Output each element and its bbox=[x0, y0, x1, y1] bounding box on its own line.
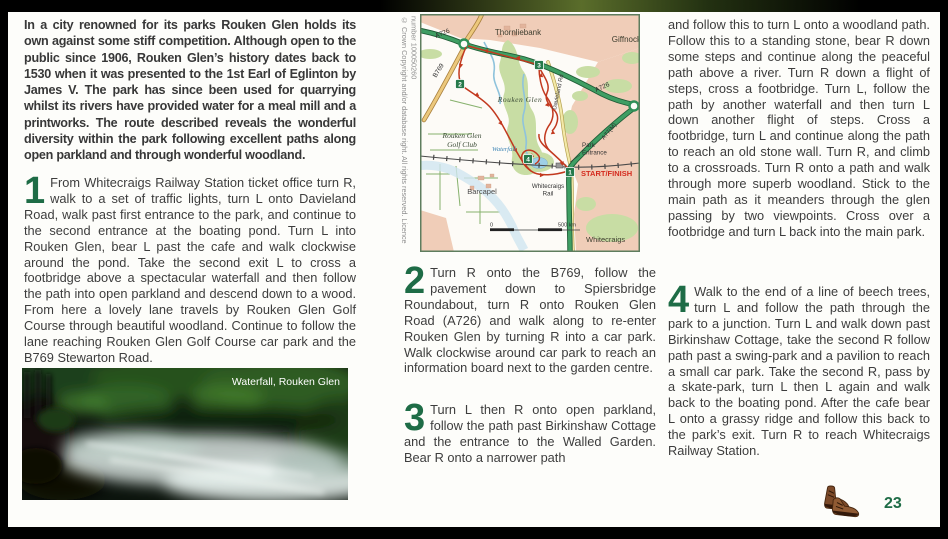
step-3-text: Turn L then R onto open parkland, follow the path past Birkinshaw Cottage and the entrance to the Walled Garden. Bear R onto a narrower path bbox=[404, 402, 656, 465]
svg-text:3: 3 bbox=[537, 62, 541, 70]
map-label-whitecraigs-rail-2: Rail bbox=[542, 190, 554, 198]
step-1 bbox=[24, 170, 356, 366]
svg-text:1: 1 bbox=[568, 169, 572, 177]
map-label-whitecraigs-rail-1: Whitecraigs bbox=[531, 183, 565, 190]
map-label-whitecraigs: Whitecraigs bbox=[586, 235, 626, 244]
map-label-davieland-rd: Davieland Rd bbox=[552, 73, 566, 111]
map-label-start-finish: START/FINISH bbox=[581, 169, 633, 178]
step-4 bbox=[668, 279, 930, 459]
map-scale-label: 500 km bbox=[558, 222, 577, 229]
step-2-number: 2 bbox=[404, 260, 426, 302]
map-label-golf-club-1: Rouken Glen bbox=[442, 131, 482, 140]
map-copyright-note: © Crown Copyright and/or database right. All rights reserved. Licence number 100050260 bbox=[399, 16, 419, 244]
map-label-park-entrance-1: Park bbox=[582, 142, 595, 149]
step-1-number: 1 bbox=[24, 170, 46, 212]
map-label-a726-west: A726 bbox=[434, 27, 451, 40]
step-4-text: Walk to the end of a line of beech trees, turn L and follow the path through the park to a junction. Turn L and walk down past Birkinshaw Cottage, take the second R follow path past a swing-park and a pavilion to reach a small car park. Take the second R, pass by a skate-park, turn L then L again and walk back to the boating pond. After the cafe bear L onto a grassy ridge and follow this back to the park’s exit. Turn R to reach Whitecraigs Railway Station. bbox=[668, 284, 930, 459]
map-label-park-entrance-2: Entrance bbox=[582, 149, 607, 157]
map-label-giffnock: Giffnock bbox=[611, 35, 640, 44]
map-label-golf-club-2: Golf Club bbox=[447, 140, 477, 149]
step-2-text: Turn R onto the B769, follow the pavement down to Spiersbridge Roundabout, turn R onto Rouken Glen Road (A726) and walk along to re-enter Rouken Glen by turning R into a car park. Walk clockwise around car park to reach an information board next to the garden centre. bbox=[404, 265, 656, 376]
map-scale-zero: 0 bbox=[490, 222, 494, 229]
svg-text:4: 4 bbox=[526, 156, 530, 164]
step-4-number: 4 bbox=[668, 279, 690, 321]
intro-paragraph: In a city renowned for its parks Rouken Glen holds its own against some stiff competition. Although open to the public since 1906, Rouken Glen’s history dates back to 1530 when it was presented to the 1st Earl of Eglinton by James V. The park has since been used for quarrying whilst its rivers have provided water for a meal mill and a printworks. The route described reveals the wonderful diversity within the park following excellent paths along open parkland and through wonderful woodland. bbox=[24, 18, 356, 163]
map-marker-1 bbox=[566, 168, 575, 177]
step-3 bbox=[404, 397, 656, 466]
step-2 bbox=[404, 260, 656, 376]
step-3-continuation: and follow this to turn L onto a woodland path. Follow this to a standing stone, bear R down some steps and continue along the peaceful path above a river. Turn R down a flight of steps, cross a footbridge. Turn L, follow the path by another waterfall and then turn L down another flight of steps. Cross a footbridge, turn L and continue along the path to reach an old stone wall. Turn R, and climb to a crossroads. Turn R onto a path and walk through more superb woodland. Stick to the main path as it meanders through the glen passing by two viewpoints. Cross over a footbridge and turn L back into the main park. bbox=[668, 17, 930, 239]
map-label-rouken-glen: Rouken Glen bbox=[497, 95, 543, 104]
waterfall-photo bbox=[22, 368, 348, 500]
map-label-waterfall: Waterfall bbox=[492, 146, 516, 153]
step-1-text: From Whitecraigs Railway Station ticket office turn R, walk to a set of traffic lights, turn L onto Davieland Road, walk past first entrance to the park, and continue to the second entrance at the boating pond. Turn L into Rouken Glen, bear L past the cafe and walk clockwise around the pond. Take the second exit L to cross a footbridge above a spectacular waterfall and then follow the path into open parkland and descend down to a wood. From here a lovely lane travels by Rouken Glen Golf Course through beautiful woodland. Continue to follow the lane reaching Rouken Glen Golf Course car park and the B769 Stewarton Road. bbox=[24, 175, 356, 365]
map-label-barcapel: Barcapel bbox=[467, 187, 497, 196]
step-3-number: 3 bbox=[404, 397, 426, 439]
map-roundabout-spiersbridge bbox=[460, 40, 469, 49]
boots-icon bbox=[814, 482, 866, 523]
svg-text:2: 2 bbox=[458, 81, 462, 89]
page-number: 23 bbox=[884, 495, 902, 512]
book-page bbox=[8, 12, 940, 527]
map-label-thornliebank: Thornliebank bbox=[494, 28, 542, 37]
map-marker-3 bbox=[535, 61, 544, 70]
route-map bbox=[420, 14, 640, 257]
map-marker-2 bbox=[456, 80, 465, 89]
map-marker-4 bbox=[524, 155, 533, 164]
photo-caption: Waterfall, Rouken Glen bbox=[231, 376, 340, 388]
map-label-b769: B769 bbox=[431, 62, 446, 80]
map-label-a77: A77(M) bbox=[600, 122, 619, 142]
map-roundabout-east bbox=[630, 102, 639, 111]
map-label-a726-east: A726 bbox=[593, 81, 611, 94]
